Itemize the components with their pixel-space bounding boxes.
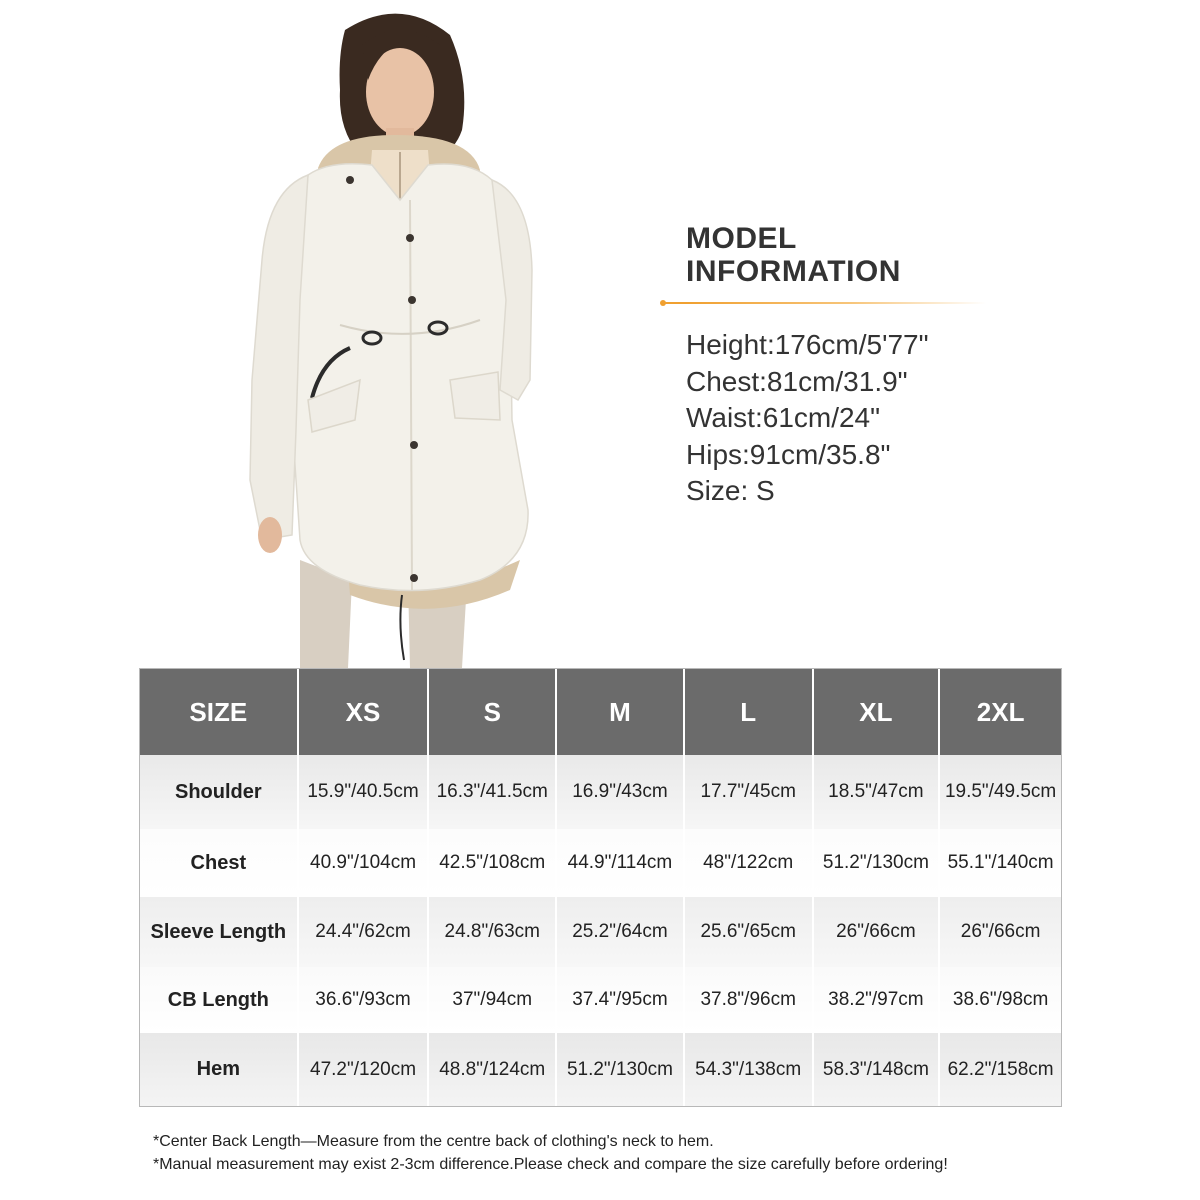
row-label: Chest: [140, 829, 299, 897]
table-row: [140, 967, 1061, 1033]
table-cell: 40.9"/104cm: [299, 829, 430, 897]
table-cell: 25.2"/64cm: [557, 897, 685, 967]
table-cell: 17.7"/45cm: [685, 755, 814, 829]
model-photo: [240, 0, 560, 668]
table-cell: 62.2"/158cm: [947, 1058, 1054, 1080]
model-info-title: [686, 222, 1106, 288]
table-row: [140, 1033, 1061, 1106]
table-cell: 48.8"/124cm: [429, 1033, 557, 1106]
table-cell: 38.6"/98cm: [952, 989, 1049, 1010]
model-size: Size: S: [686, 475, 775, 506]
table-header-row: [140, 669, 1061, 755]
table-cell: 16.3"/41.5cm: [429, 755, 557, 829]
model-height: Height:176cm/5'77": [686, 329, 929, 360]
table-cell: 19.5"/49.5cm: [944, 781, 1057, 802]
model-hips: Hips:91cm/35.8": [686, 438, 891, 470]
table-cell: 42.5"/108cm: [429, 829, 557, 897]
table-row: [140, 897, 1061, 967]
table-cell: 38.2"/97cm: [814, 967, 941, 1033]
table-row: [140, 829, 1061, 897]
table-header-cell: S: [429, 669, 557, 755]
model-measurements: [686, 327, 1106, 510]
table-cell: 47.2"/120cm: [299, 1033, 430, 1106]
table-cell: 37"/94cm: [429, 967, 557, 1033]
table-header-cell: L: [685, 669, 814, 755]
footnote-cb-length: *Center Back Length—Measure from the centre back of clothing's neck to hem.: [153, 1133, 714, 1150]
table-cell: 51.2"/130cm: [557, 1033, 685, 1106]
table-header-cell: XS: [299, 669, 430, 755]
model-waist: Waist:61cm/24": [686, 402, 881, 433]
table-cell: 26"/66cm: [814, 897, 941, 967]
table-cell: 55.1"/140cm: [947, 852, 1054, 873]
table-cell: 18.5"/47cm: [814, 755, 941, 829]
table-header-cell: M: [557, 669, 685, 755]
row-label: Hem: [140, 1033, 299, 1106]
table-cell: 36.6"/93cm: [299, 967, 430, 1033]
table-header-cell: XL: [814, 669, 941, 755]
footnotes: [153, 1130, 948, 1176]
table-cell: 37.8"/96cm: [685, 967, 814, 1033]
model-info-panel: [686, 222, 1106, 510]
table-row: [140, 755, 1061, 829]
table-cell: 16.9"/43cm: [557, 755, 685, 829]
model-info-title-line1: MODEL: [686, 222, 797, 255]
row-label: Shoulder: [140, 755, 299, 829]
table-header-cell: SIZE: [140, 669, 299, 755]
table-cell: 48"/122cm: [685, 829, 814, 897]
model-info-title-line2: INFORMATION: [686, 255, 901, 288]
table-cell: 37.4"/95cm: [557, 967, 685, 1033]
size-chart-table: [139, 668, 1062, 1107]
row-label: CB Length: [140, 967, 299, 1033]
table-cell: 24.4"/62cm: [299, 897, 430, 967]
table-cell: 26"/66cm: [960, 921, 1041, 942]
table-cell: 44.9"/114cm: [557, 829, 685, 897]
table-cell: 15.9"/40.5cm: [299, 755, 430, 829]
table-cell: 25.6"/65cm: [685, 897, 814, 967]
footnote-measurement: *Manual measurement may exist 2-3cm difference.Please check and compare the size carefully before ordering!: [153, 1156, 948, 1173]
table-cell: 51.2"/130cm: [814, 829, 941, 897]
table-cell: 54.3"/138cm: [685, 1033, 814, 1106]
table-cell: 58.3"/148cm: [814, 1033, 941, 1106]
row-label: Sleeve Length: [140, 897, 299, 967]
model-chest: Chest:81cm/31.9": [686, 365, 908, 397]
table-cell: 24.8"/63cm: [429, 897, 557, 967]
table-header-cell: 2XL: [976, 696, 1025, 727]
accent-divider: [686, 302, 986, 304]
